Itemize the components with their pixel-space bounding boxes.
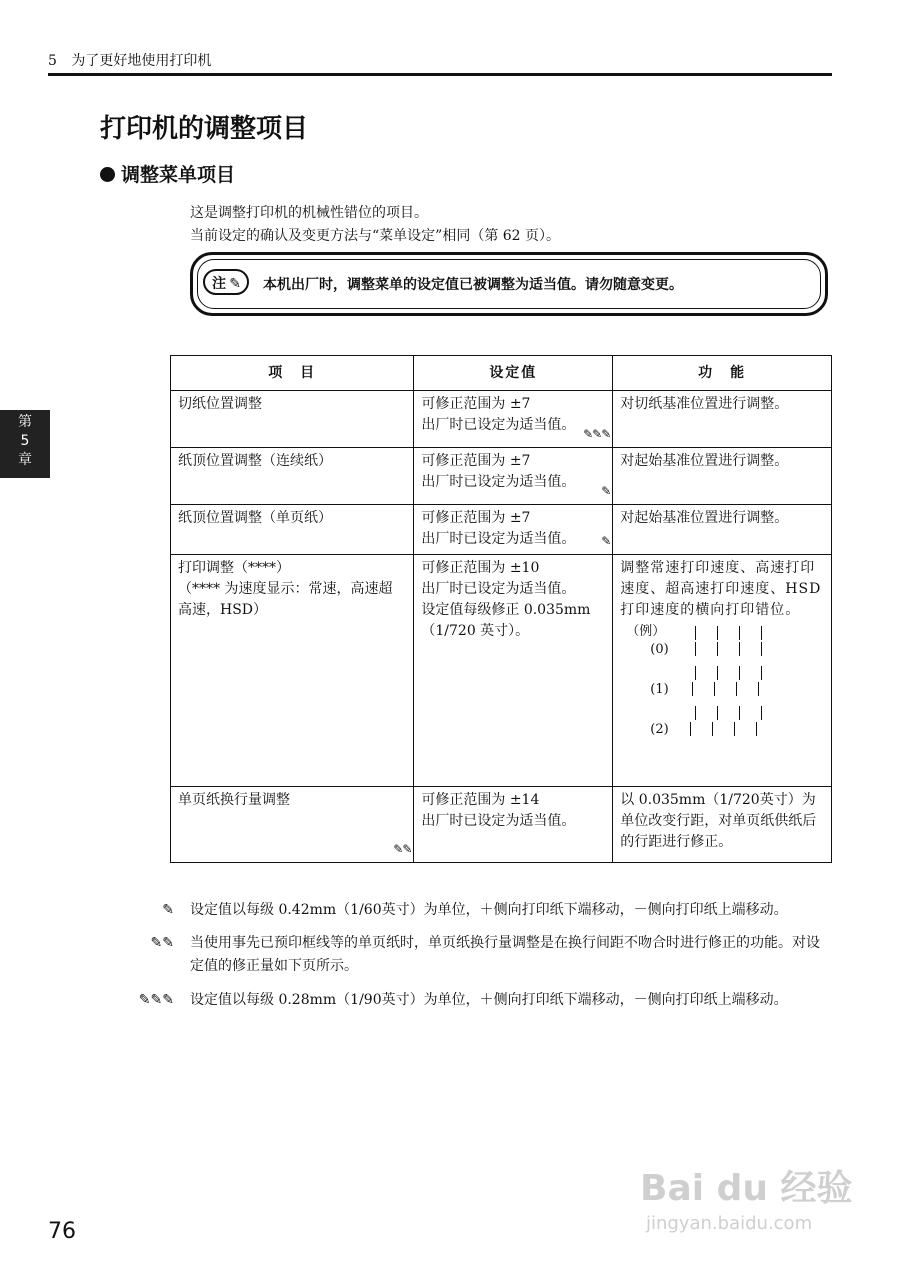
- item-note: （**** 为速度显示：常速，高速超高速，HSD）: [178, 581, 393, 618]
- page-number: 76: [48, 1219, 76, 1244]
- footnote-mark-icon: ✎: [601, 484, 611, 498]
- example-case-label: (2): [650, 722, 669, 737]
- alignment-example: [620, 621, 824, 751]
- example-mark: [714, 682, 715, 696]
- function-text: 调整常速打印速度、高速打印速度、超高速打印速度、HSD打印速度的横向打印错位。: [620, 560, 822, 618]
- value-line: 可修正范围为 ±7: [421, 453, 531, 469]
- table-row: [171, 448, 832, 505]
- footnote-mark-icon: ✎: [601, 534, 611, 548]
- cell-item: 纸顶位置调整（单页纸）: [171, 505, 414, 555]
- note-badge-label: 注: [212, 276, 226, 292]
- column-header-value: 设定值: [414, 356, 613, 391]
- footnote-mark-icon: ✎: [162, 902, 174, 918]
- footnote-text: 设定值以每级 0.42mm（1/60英寸）为单位，＋侧向打印纸下端移动，－侧向打印纸上端移动。: [190, 902, 788, 918]
- example-mark: [717, 706, 718, 720]
- column-header-function: 功 能: [613, 356, 832, 391]
- value-line: 出厂时已设定为适当值。: [421, 813, 576, 829]
- example-mark: [761, 706, 762, 720]
- value-line: 可修正范围为 ±7: [421, 510, 531, 526]
- watermark-url: jingyan.baidu.com: [646, 1213, 813, 1234]
- watermark-logo: Bai du 经验: [640, 1168, 853, 1209]
- value-line: 可修正范围为 ±10: [421, 560, 540, 576]
- table-row: [171, 391, 832, 448]
- header-rule: [48, 73, 832, 76]
- example-mark: [761, 626, 762, 640]
- item-name: 打印调整（****）: [178, 560, 290, 576]
- cell-item: 纸顶位置调整（连续纸）: [171, 448, 414, 505]
- example-mark: [761, 642, 762, 656]
- example-mark: [695, 706, 696, 720]
- column-header-item: 项 目: [171, 356, 414, 391]
- table-row: [171, 555, 832, 787]
- footnote-text: 设定值以每级 0.28mm（1/90英寸）为单位，＋侧向打印纸下端移动，－侧向打印纸上端移动。: [190, 992, 788, 1008]
- side-tab-line: 5: [20, 433, 30, 449]
- example-mark: [739, 706, 740, 720]
- cell-function: 以 0.035mm（1/720英寸）为单位改变行距，对单页纸供纸后的行距进行修正。: [613, 787, 832, 863]
- adjustment-table: [170, 355, 832, 863]
- value-line: 出厂时已设定为适当值。: [421, 417, 576, 433]
- example-mark: [695, 626, 696, 640]
- item-name: 单页纸换行量调整: [178, 792, 290, 808]
- section-heading: [100, 160, 235, 187]
- cell-function: [613, 555, 832, 787]
- table-row: [171, 505, 832, 555]
- footnote-text: 当使用事先已预印框线等的单页纸时，单页纸换行量调整是在换行间距不吻合时进行修正的功能。对设定值的修正量如下页所示。: [190, 935, 820, 974]
- section-heading-text: 调整菜单项目: [121, 164, 236, 186]
- footnote: [120, 932, 832, 978]
- example-mark: [739, 626, 740, 640]
- example-mark: [695, 642, 696, 656]
- example-mark: [717, 626, 718, 640]
- cell-value: [414, 505, 613, 555]
- example-mark: [717, 666, 718, 680]
- chapter-number: 5: [48, 53, 57, 69]
- example-mark: [761, 666, 762, 680]
- example-mark: [736, 682, 737, 696]
- example-label: （例）: [626, 624, 666, 639]
- cell-value: [414, 448, 613, 505]
- cell-function: 对起始基准位置进行调整。: [613, 505, 832, 555]
- value-line: 可修正范围为 ±14: [421, 792, 540, 808]
- cell-value: [414, 787, 613, 863]
- footnote: [120, 899, 832, 922]
- example-mark: [739, 666, 740, 680]
- side-tab-line: 第: [18, 414, 32, 430]
- example-mark: [734, 722, 735, 736]
- example-mark: [739, 642, 740, 656]
- note-box: [190, 252, 828, 316]
- cell-value: [414, 391, 613, 448]
- cell-value: [414, 555, 613, 787]
- value-line: 设定值每级修正 0.035mm: [421, 602, 591, 618]
- value-line: 可修正范围为 ±7: [421, 396, 531, 412]
- intro-line: 当前设定的确认及变更方法与“菜单设定”相同（第 62 页）。: [190, 228, 561, 244]
- cell-item: [171, 787, 414, 863]
- footnote-mark-icon: ✎✎✎: [138, 992, 174, 1008]
- chapter-title: 为了更好地使用打印机: [71, 53, 212, 69]
- value-line: 出厂时已设定为适当值。: [421, 531, 576, 547]
- cell-item: 切纸位置调整: [171, 391, 414, 448]
- footnote: [120, 989, 832, 1012]
- note-badge: [203, 269, 249, 295]
- example-mark: [690, 722, 691, 736]
- running-header: [48, 50, 211, 70]
- footnote-mark-icon: ✎✎: [393, 842, 412, 856]
- cell-function: 对切纸基准位置进行调整。: [613, 391, 832, 448]
- example-case-label: (0): [650, 642, 669, 657]
- example-mark: [695, 666, 696, 680]
- example-mark: [692, 682, 693, 696]
- side-tab-line: 章: [18, 452, 32, 468]
- example-mark: [758, 682, 759, 696]
- value-line: 出厂时已设定为适当值。: [421, 581, 576, 597]
- intro-text: [190, 202, 560, 248]
- footnote-mark-icon: ✎✎✎: [583, 427, 611, 441]
- table-row: [171, 787, 832, 863]
- value-line: （1/720 英寸）。: [421, 623, 530, 639]
- footnote-mark-icon: ✎✎: [150, 935, 174, 951]
- example-case-label: (1): [650, 682, 669, 697]
- chapter-side-tab: [0, 410, 50, 478]
- pencil-icon: ✎: [229, 276, 241, 292]
- bullet-icon: [100, 167, 115, 182]
- page-title: 打印机的调整项目: [100, 114, 309, 144]
- note-text: 本机出厂时，调整菜单的设定值已被调整为适当值。请勿随意变更。: [263, 277, 683, 293]
- intro-line: 这是调整打印机的机械性错位的项目。: [190, 205, 428, 221]
- cell-item: [171, 555, 414, 787]
- table-header-row: [171, 356, 832, 391]
- example-mark: [717, 642, 718, 656]
- value-line: 出厂时已设定为适当值。: [421, 474, 576, 490]
- example-mark: [712, 722, 713, 736]
- example-mark: [756, 722, 757, 736]
- cell-function: 对起始基准位置进行调整。: [613, 448, 832, 505]
